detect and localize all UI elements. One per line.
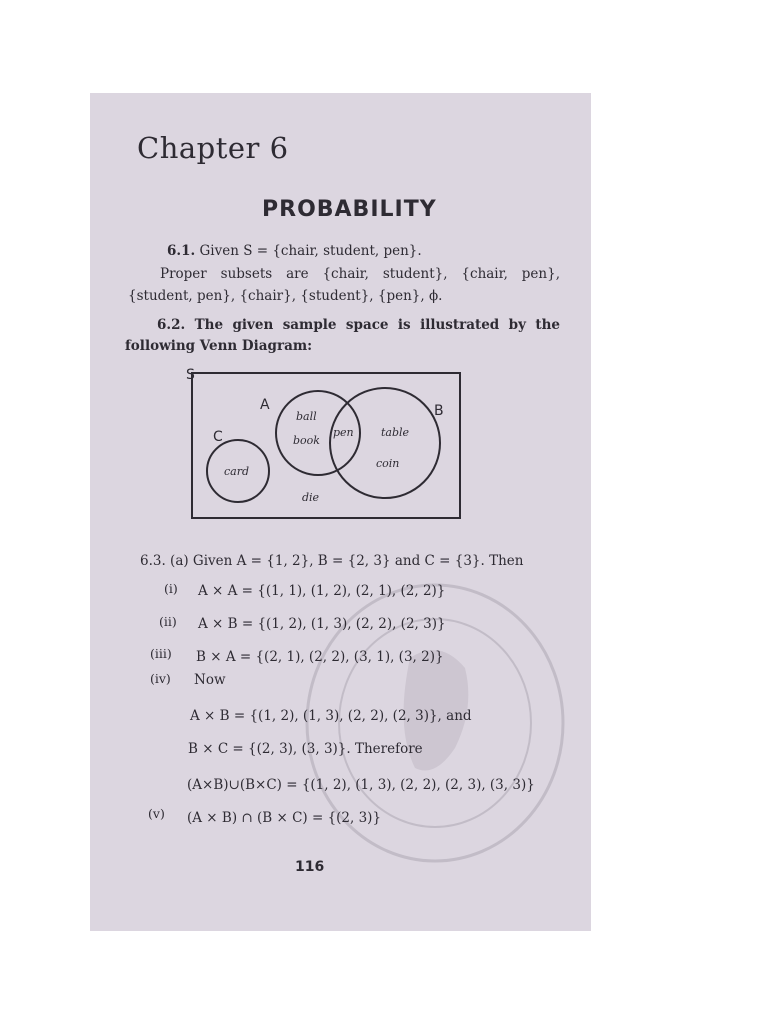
element-die: die	[302, 491, 320, 504]
page-title: PROBABILITY	[262, 197, 437, 222]
q6-1-subsets-line2: {student, pen}, {chair}, {student}, {pen}, ϕ.	[128, 288, 443, 304]
venn-label-b: B	[434, 403, 444, 419]
now-line-2: B × C = {(2, 3), (3, 3)}. Therefore	[188, 741, 423, 757]
item-ii-label: (ii)	[159, 614, 177, 629]
now-line-3: (A×B)∪(B×C) = {(1, 2), (1, 3), (2, 2), (2, 3), (3, 3)}	[187, 777, 535, 793]
venn-diagram	[180, 363, 480, 553]
set-b-circle	[330, 388, 440, 498]
venn-label-a: A	[260, 397, 270, 413]
q6-1-statement	[167, 243, 422, 259]
item-i-label: (i)	[164, 581, 178, 596]
chapter-heading: Chapter 6	[137, 131, 289, 165]
item-iv-label: (iv)	[150, 671, 171, 686]
element-coin: coin	[376, 457, 400, 470]
venn-label-c: C	[213, 429, 223, 445]
element-pen: pen	[333, 426, 354, 439]
q6-2-line1: 6.2. The given sample space is illustrated by the	[157, 317, 560, 333]
q6-3-intro: 6.3. (a) Given A = {1, 2}, B = {2, 3} and C = {3}. Then	[140, 553, 524, 569]
sample-space-rect	[192, 373, 460, 518]
item-v-label: (v)	[148, 806, 165, 821]
q6-1-line: Given S = {chair, student, pen}.	[199, 243, 422, 259]
element-book: book	[293, 434, 320, 447]
element-table: table	[381, 426, 410, 439]
item-v-text: (A × B) ∩ (B × C) = {(2, 3)}	[187, 810, 382, 826]
item-ii-text: A × B = {(1, 2), (1, 3), (2, 2), (2, 3)}	[198, 616, 446, 632]
item-iii-label: (iii)	[150, 646, 172, 661]
page-number: 116	[295, 859, 325, 875]
q6-1-number: 6.1.	[167, 243, 196, 259]
venn-label-s: S	[186, 367, 195, 383]
item-i-text: A × A = {(1, 1), (1, 2), (2, 1), (2, 2)}	[198, 583, 446, 599]
q6-1-subsets-line1: Proper subsets are {chair, student}, {chair, pen},	[160, 266, 560, 282]
q6-2-line2: following Venn Diagram:	[125, 338, 313, 354]
now-line-1: A × B = {(1, 2), (1, 3), (2, 2), (2, 3)}, and	[190, 708, 472, 724]
element-ball: ball	[296, 410, 317, 423]
item-iv-text: Now	[194, 672, 226, 688]
item-iii-text: B × A = {(2, 1), (2, 2), (3, 1), (3, 2)}	[196, 649, 444, 665]
element-card: card	[224, 465, 250, 478]
book-page	[90, 93, 591, 931]
